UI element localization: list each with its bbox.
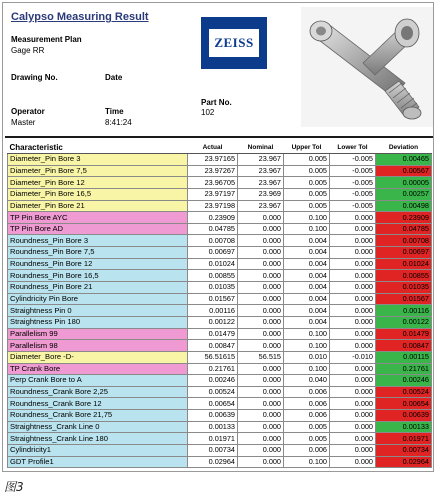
actual-cell: 56.51615 (188, 351, 238, 363)
actual-cell: 23.97165 (188, 154, 238, 166)
table-row (8, 456, 432, 468)
upper-tol-cell: 0.004 (284, 247, 330, 259)
time-value: 8:41:24 (105, 118, 132, 127)
column-header-lower-tol: Lower Tol (330, 141, 376, 154)
table-row (8, 200, 432, 212)
nominal-cell: 0.000 (238, 445, 284, 457)
deviation-cell: 0.01971 (376, 433, 432, 445)
deviation-cell: 0.00708 (376, 235, 432, 247)
figure-caption: 图3 (4, 480, 24, 494)
column-header-actual: Actual (188, 141, 238, 154)
nominal-cell: 0.000 (238, 212, 284, 224)
table-row (8, 258, 432, 270)
upper-tol-cell: 0.006 (284, 410, 330, 422)
actual-cell: 0.01479 (188, 328, 238, 340)
lower-tol-cell: 0.000 (330, 340, 376, 352)
upper-tol-cell: 0.100 (284, 340, 330, 352)
characteristic-cell: Straightness_Crank Line 0 (8, 421, 188, 433)
table-row (8, 421, 432, 433)
nominal-cell: 0.000 (238, 456, 284, 468)
nominal-cell: 23.967 (238, 177, 284, 189)
deviation-cell: 0.00567 (376, 165, 432, 177)
measurement-plan-label: Measurement Plan (11, 35, 82, 44)
characteristic-cell: Roundness_Pin Bore 3 (8, 235, 188, 247)
lower-tol-cell: -0.005 (330, 154, 376, 166)
zeiss-logo (201, 17, 267, 69)
nominal-cell: 0.000 (238, 328, 284, 340)
actual-cell: 0.00639 (188, 410, 238, 422)
actual-cell: 0.01971 (188, 433, 238, 445)
characteristic-cell: Roundness_Crank Bore 2,25 (8, 386, 188, 398)
actual-cell: 0.00116 (188, 305, 238, 317)
upper-tol-cell: 0.010 (284, 351, 330, 363)
lower-tol-cell: 0.000 (330, 386, 376, 398)
upper-tol-cell: 0.006 (284, 398, 330, 410)
upper-tol-cell: 0.100 (284, 328, 330, 340)
deviation-cell: 0.21761 (376, 363, 432, 375)
deviation-cell: 0.23909 (376, 212, 432, 224)
characteristic-cell: Diameter_Bore -D- (8, 351, 188, 363)
table-row (8, 305, 432, 317)
characteristic-cell: Roundness_Pin Bore 12 (8, 258, 188, 270)
actual-cell: 0.00122 (188, 316, 238, 328)
table-row (8, 293, 432, 305)
nominal-cell: 23.967 (238, 200, 284, 212)
date-label: Date (105, 73, 123, 82)
table-row (8, 386, 432, 398)
actual-cell: 0.00708 (188, 235, 238, 247)
deviation-cell: 0.00697 (376, 247, 432, 259)
column-header-upper-tol: Upper Tol (284, 141, 330, 154)
upper-tol-cell: 0.005 (284, 433, 330, 445)
deviation-cell: 0.00465 (376, 154, 432, 166)
deviation-cell: 0.00639 (376, 410, 432, 422)
characteristic-cell: Diameter_Pin Bore 16,5 (8, 188, 188, 200)
deviation-cell: 0.00005 (376, 177, 432, 189)
characteristic-cell: Perp Crank Bore to A (8, 375, 188, 387)
lower-tol-cell: 0.000 (330, 293, 376, 305)
characteristic-cell: Cylindricity Pin Bore (8, 293, 188, 305)
characteristic-cell: Straightness Pin 0 (8, 305, 188, 317)
table-row (8, 433, 432, 445)
lower-tol-cell: -0.005 (330, 200, 376, 212)
upper-tol-cell: 0.004 (284, 282, 330, 294)
lower-tol-cell: 0.000 (330, 456, 376, 468)
upper-tol-cell: 0.100 (284, 456, 330, 468)
actual-cell: 0.00734 (188, 445, 238, 457)
drawing-no-label: Drawing No. (11, 73, 58, 82)
upper-tol-cell: 0.004 (284, 235, 330, 247)
characteristic-cell: Parallelism 99 (8, 328, 188, 340)
lower-tol-cell: 0.000 (330, 316, 376, 328)
nominal-cell: 23.969 (238, 188, 284, 200)
upper-tol-cell: 0.100 (284, 223, 330, 235)
table-row (8, 247, 432, 259)
zeiss-logo-text: ZEISS (214, 35, 254, 50)
table-row (8, 316, 432, 328)
deviation-cell: 0.00524 (376, 386, 432, 398)
actual-cell: 0.02964 (188, 456, 238, 468)
table-row (8, 445, 432, 457)
actual-cell: 23.96705 (188, 177, 238, 189)
lower-tol-cell: 0.000 (330, 363, 376, 375)
part-3d-render-image (301, 7, 433, 127)
actual-cell: 0.00847 (188, 340, 238, 352)
characteristic-cell: TP Pin Bore AD (8, 223, 188, 235)
table-row (8, 270, 432, 282)
deviation-cell: 0.00122 (376, 316, 432, 328)
actual-cell: 0.00855 (188, 270, 238, 282)
nominal-cell: 0.000 (238, 421, 284, 433)
upper-tol-cell: 0.005 (284, 421, 330, 433)
nominal-cell: 0.000 (238, 316, 284, 328)
part-no-value: 102 (201, 108, 215, 117)
lower-tol-cell: 0.000 (330, 410, 376, 422)
characteristic-cell: Parallelism 98 (8, 340, 188, 352)
characteristic-cell: TP Crank Bore (8, 363, 188, 375)
characteristic-cell: Diameter_Pin Bore 12 (8, 177, 188, 189)
actual-cell: 0.01024 (188, 258, 238, 270)
nominal-cell: 0.000 (238, 340, 284, 352)
report-title: Calypso Measuring Result (11, 11, 149, 23)
nominal-cell: 0.000 (238, 247, 284, 259)
characteristic-cell: Roundness_Crank Bore 12 (8, 398, 188, 410)
deviation-cell: 0.00246 (376, 375, 432, 387)
lower-tol-cell: -0.005 (330, 177, 376, 189)
actual-cell: 23.97197 (188, 188, 238, 200)
actual-cell: 0.00246 (188, 375, 238, 387)
table-row (8, 398, 432, 410)
nominal-cell: 0.000 (238, 386, 284, 398)
nominal-cell: 23.967 (238, 165, 284, 177)
characteristic-cell: Straightness Pin 180 (8, 316, 188, 328)
upper-tol-cell: 0.006 (284, 386, 330, 398)
upper-tol-cell: 0.005 (284, 188, 330, 200)
table-row (8, 235, 432, 247)
nominal-cell: 0.000 (238, 375, 284, 387)
table-row (8, 223, 432, 235)
table-header-row (8, 141, 432, 154)
lower-tol-cell: 0.000 (330, 270, 376, 282)
lower-tol-cell: -0.010 (330, 351, 376, 363)
table-row (8, 188, 432, 200)
lower-tol-cell: 0.000 (330, 282, 376, 294)
actual-cell: 0.04785 (188, 223, 238, 235)
nominal-cell: 0.000 (238, 305, 284, 317)
characteristic-cell: Cylindricity1 (8, 445, 188, 457)
actual-cell: 0.01035 (188, 282, 238, 294)
nominal-cell: 0.000 (238, 410, 284, 422)
deviation-cell: 0.00498 (376, 200, 432, 212)
header-divider (5, 136, 433, 138)
lower-tol-cell: 0.000 (330, 445, 376, 457)
deviation-cell: 0.00257 (376, 188, 432, 200)
lower-tol-cell: 0.000 (330, 235, 376, 247)
upper-tol-cell: 0.004 (284, 293, 330, 305)
upper-tol-cell: 0.040 (284, 375, 330, 387)
nominal-cell: 0.000 (238, 433, 284, 445)
deviation-cell: 0.00133 (376, 421, 432, 433)
time-label: Time (105, 107, 124, 116)
lower-tol-cell: 0.000 (330, 305, 376, 317)
deviation-cell: 0.00734 (376, 445, 432, 457)
characteristic-cell: Roundness_Crank Bore 21,75 (8, 410, 188, 422)
characteristic-cell: Diameter_Pin Bore 7,5 (8, 165, 188, 177)
characteristic-cell: Diameter_Pin Bore 3 (8, 154, 188, 166)
nominal-cell: 0.000 (238, 270, 284, 282)
actual-cell: 0.00697 (188, 247, 238, 259)
nominal-cell: 0.000 (238, 223, 284, 235)
characteristic-cell: Roundness_Pin Bore 7,5 (8, 247, 188, 259)
table-row (8, 375, 432, 387)
upper-tol-cell: 0.100 (284, 212, 330, 224)
measurement-plan-value: Gage RR (11, 46, 45, 55)
table-row (8, 212, 432, 224)
lower-tol-cell: 0.000 (330, 247, 376, 259)
actual-cell: 23.97267 (188, 165, 238, 177)
characteristic-cell: GDT Profile1 (8, 456, 188, 468)
upper-tol-cell: 0.004 (284, 270, 330, 282)
deviation-cell: 0.01035 (376, 282, 432, 294)
column-header-deviation: Deviation (376, 141, 432, 154)
column-header-characteristic: Characteristic (8, 141, 188, 154)
deviation-cell: 0.00115 (376, 351, 432, 363)
deviation-cell: 0.04785 (376, 223, 432, 235)
zeiss-logo-plate (209, 29, 259, 57)
lower-tol-cell: 0.000 (330, 212, 376, 224)
operator-value: Master (11, 118, 36, 127)
upper-tol-cell: 0.004 (284, 305, 330, 317)
table-row (8, 165, 432, 177)
upper-tol-cell: 0.006 (284, 445, 330, 457)
upper-tol-cell: 0.005 (284, 200, 330, 212)
actual-cell: 0.00654 (188, 398, 238, 410)
table-row (8, 351, 432, 363)
lower-tol-cell: 0.000 (330, 223, 376, 235)
deviation-cell: 0.01479 (376, 328, 432, 340)
upper-tol-cell: 0.005 (284, 154, 330, 166)
actual-cell: 0.23909 (188, 212, 238, 224)
table-row (8, 410, 432, 422)
lower-tol-cell: -0.005 (330, 188, 376, 200)
actual-cell: 0.21761 (188, 363, 238, 375)
lower-tol-cell: 0.000 (330, 375, 376, 387)
nominal-cell: 0.000 (238, 282, 284, 294)
actual-cell: 0.01567 (188, 293, 238, 305)
lower-tol-cell: 0.000 (330, 328, 376, 340)
characteristic-cell: Straightness_Crank Line 180 (8, 433, 188, 445)
table-row (8, 328, 432, 340)
nominal-cell: 0.000 (238, 363, 284, 375)
table-row (8, 154, 432, 166)
characteristic-cell: Roundness_Pin Bore 16,5 (8, 270, 188, 282)
operator-label: Operator (11, 107, 45, 116)
part-no-label: Part No. (201, 98, 232, 107)
upper-tol-cell: 0.005 (284, 177, 330, 189)
actual-cell: 0.00524 (188, 386, 238, 398)
lower-tol-cell: 0.000 (330, 433, 376, 445)
actual-cell: 0.00133 (188, 421, 238, 433)
column-header-nominal: Nominal (238, 141, 284, 154)
nominal-cell: 0.000 (238, 293, 284, 305)
deviation-cell: 0.00116 (376, 305, 432, 317)
nominal-cell: 23.967 (238, 154, 284, 166)
upper-tol-cell: 0.100 (284, 363, 330, 375)
characteristic-cell: TP Pin Bore AYC (8, 212, 188, 224)
results-table (7, 141, 432, 468)
deviation-cell: 0.00855 (376, 270, 432, 282)
nominal-cell: 0.000 (238, 398, 284, 410)
characteristic-cell: Diameter_Pin Bore 21 (8, 200, 188, 212)
characteristic-cell: Roundness_Pin Bore 21 (8, 282, 188, 294)
lower-tol-cell: -0.005 (330, 165, 376, 177)
lower-tol-cell: 0.000 (330, 258, 376, 270)
measurement-report (2, 2, 434, 472)
table-row (8, 177, 432, 189)
table-row (8, 282, 432, 294)
lower-tol-cell: 0.000 (330, 421, 376, 433)
deviation-cell: 0.01567 (376, 293, 432, 305)
deviation-cell: 0.01024 (376, 258, 432, 270)
nominal-cell: 0.000 (238, 235, 284, 247)
table-row (8, 340, 432, 352)
deviation-cell: 0.02964 (376, 456, 432, 468)
deviation-cell: 0.00847 (376, 340, 432, 352)
actual-cell: 23.97198 (188, 200, 238, 212)
nominal-cell: 56.515 (238, 351, 284, 363)
deviation-cell: 0.00654 (376, 398, 432, 410)
table-row (8, 363, 432, 375)
upper-tol-cell: 0.004 (284, 316, 330, 328)
upper-tol-cell: 0.004 (284, 258, 330, 270)
upper-tol-cell: 0.005 (284, 165, 330, 177)
lower-tol-cell: 0.000 (330, 398, 376, 410)
nominal-cell: 0.000 (238, 258, 284, 270)
